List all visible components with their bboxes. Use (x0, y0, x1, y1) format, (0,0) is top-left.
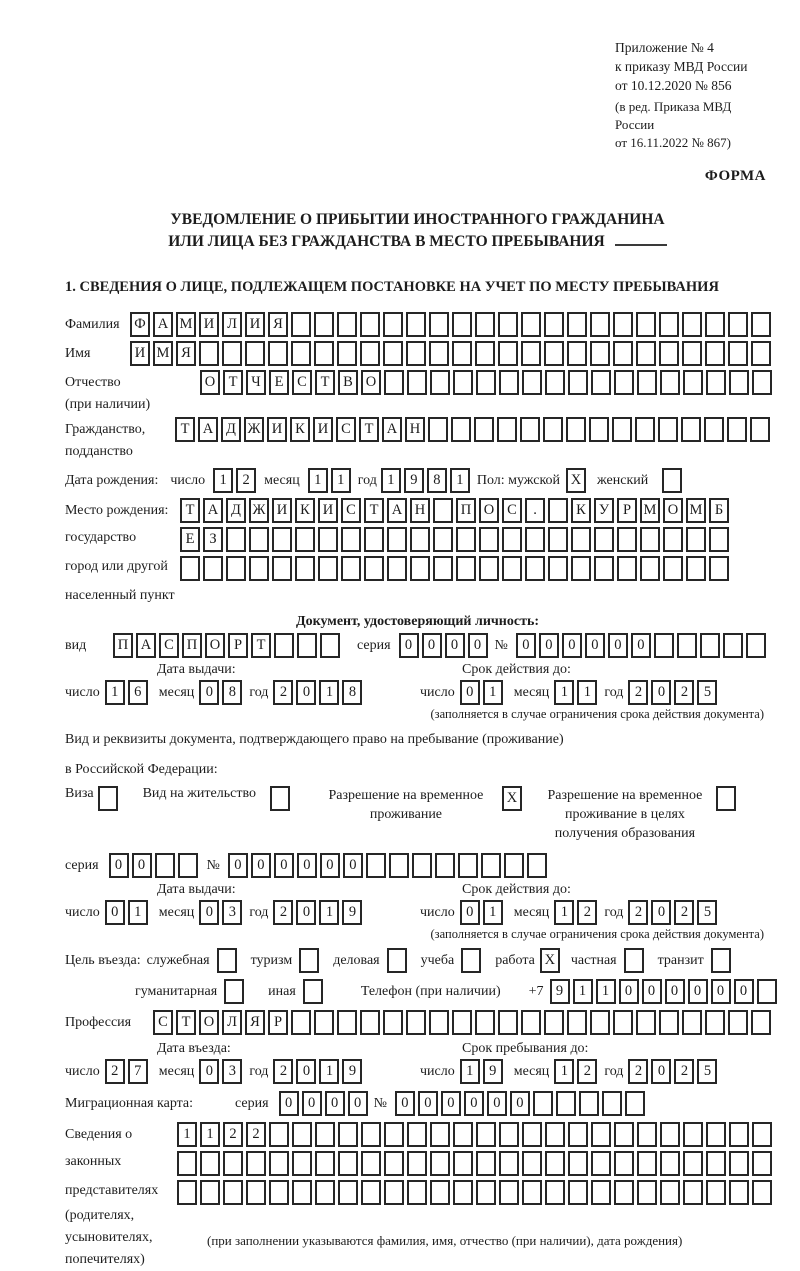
phone-prefix: +7 (528, 983, 544, 999)
forma-label: ФОРМА (704, 168, 766, 184)
permit-issue-heading: Дата выдачи: (157, 882, 236, 897)
purpose-option: гуманитарная (135, 979, 247, 1004)
month-label: месяц (158, 684, 195, 700)
day-label: число (65, 684, 100, 700)
day-label: число (65, 904, 100, 920)
year-label: год (249, 1063, 269, 1079)
month-label: месяц (158, 1063, 195, 1079)
firstname-cells[interactable]: И М Я (130, 341, 774, 366)
day-label: число (65, 1063, 100, 1079)
patronymic-label: Отчество (при наличии) (65, 375, 151, 412)
edu-permit-checkbox[interactable] (716, 786, 736, 811)
permit-number-label: № (206, 857, 220, 873)
birth-place-row3-cells[interactable] (180, 556, 732, 581)
title-blank-line (615, 233, 667, 246)
representatives-row3-cells[interactable] (177, 1180, 775, 1205)
purpose-option: транзит (658, 948, 734, 973)
profession-cells[interactable]: С Т О Л Я Р (153, 1010, 774, 1035)
identity-expiry-month-cells[interactable]: 1 1 (554, 680, 600, 705)
month-label: месяц (158, 904, 195, 920)
sex-male-label: Пол: мужской (476, 472, 561, 488)
representatives-row2-cells[interactable] (177, 1151, 775, 1176)
purpose-option: частная (571, 948, 647, 973)
purpose-gumanitarnaya-checkbox[interactable] (224, 979, 244, 1004)
birth-place-row2-cells[interactable]: Е З (180, 527, 732, 552)
purpose-turizm-checkbox[interactable] (299, 948, 319, 973)
entry-date-heading: Дата въезда: (157, 1041, 231, 1056)
stay-day-cells[interactable]: 1 9 (460, 1059, 506, 1084)
day-label: число (420, 904, 455, 920)
migration-card-label: Миграционная карта: (65, 1095, 194, 1111)
temp-permit-option (317, 786, 525, 824)
purpose-option: учеба (421, 948, 485, 973)
sex-female-label: женский (597, 472, 649, 488)
patronymic-cells[interactable]: О Т Ч Е С Т В О (200, 370, 775, 395)
firstname-label: Имя (65, 345, 91, 361)
identity-expiry-year-cells[interactable]: 2 0 2 5 (628, 680, 720, 705)
representatives-label: Сведения о законных представителях (родителях, усыновителях, попечителях) (65, 1127, 159, 1267)
citizenship-cells[interactable]: Т А Д Ж И К И С Т А Н (175, 417, 773, 442)
stay-month-cells[interactable]: 1 2 (554, 1059, 600, 1084)
appendix-block (615, 38, 770, 152)
purpose-inaya-checkbox[interactable] (303, 979, 323, 1004)
residence-permit-checkbox[interactable] (270, 786, 290, 811)
entry-year-cells[interactable]: 2 0 1 9 (273, 1059, 365, 1084)
identity-issue-year-cells[interactable]: 2 0 1 8 (273, 680, 365, 705)
purpose-tranzit-checkbox[interactable] (711, 948, 731, 973)
birth-year-label: год (357, 472, 377, 488)
migration-series-cells[interactable]: 0 0 0 0 (279, 1091, 371, 1116)
migration-number-label: № (373, 1095, 387, 1111)
entry-day-cells[interactable]: 2 7 (105, 1059, 151, 1084)
migration-series-label: серия (235, 1095, 269, 1111)
permit-expiry-day-cells[interactable]: 0 1 (460, 900, 506, 925)
year-label: год (604, 684, 624, 700)
sex-female-checkbox[interactable] (662, 468, 682, 493)
purpose-option: туризм (251, 948, 323, 973)
phone-cells[interactable]: 9 1 1 0 0 0 0 0 0 (550, 979, 780, 1004)
purpose-option: работа X (495, 948, 563, 973)
temp-permit-checkbox[interactable]: X (502, 786, 522, 811)
permit-issue-month-cells[interactable]: 0 3 (199, 900, 245, 925)
phone-label: Телефон (при наличии) (360, 983, 501, 999)
year-label: год (249, 684, 269, 700)
month-label: месяц (513, 684, 550, 700)
edu-permit-label: Разрешение на временное проживание в целях получения образования (547, 788, 703, 841)
sex-male-checkbox[interactable]: X (566, 468, 586, 493)
year-label: год (249, 904, 269, 920)
purpose-chastnaya-checkbox[interactable] (624, 948, 644, 973)
purpose-option: служебная (147, 948, 240, 973)
profession-label: Профессия (65, 1014, 132, 1030)
identity-number-cells[interactable]: 0 0 0 0 0 0 (516, 633, 769, 658)
identity-number-label: № (494, 637, 508, 653)
representatives-row1-cells[interactable]: 1 1 2 2 (177, 1122, 775, 1147)
purpose-ucheba-checkbox[interactable] (461, 948, 481, 973)
visa-label: Виза (65, 786, 94, 801)
year-label: год (604, 1063, 624, 1079)
page-title (65, 209, 770, 253)
edu-permit-option (541, 786, 739, 843)
stay-year-cells[interactable]: 2 0 2 5 (628, 1059, 720, 1084)
birth-month-label: месяц (264, 472, 300, 488)
appendix-line: от 10.12.2020 № 856 (615, 78, 732, 93)
purpose-option: деловая (333, 948, 409, 973)
surname-cells[interactable]: Ф А М И Л И Я (130, 312, 774, 337)
citizenship-label: Гражданство, подданство (65, 422, 146, 459)
identity-issue-day-cells[interactable]: 1 6 (105, 680, 151, 705)
permit-issue-year-cells[interactable]: 2 0 1 9 (273, 900, 365, 925)
birth-date-label: Дата рождения: (65, 472, 159, 488)
appendix-sub-line: от 16.11.2022 № 867) (615, 135, 732, 150)
purpose-rabota-checkbox[interactable]: X (540, 948, 560, 973)
permit-expiry-month-cells[interactable]: 1 2 (554, 900, 600, 925)
identity-series-cells[interactable]: 0 0 0 0 (399, 633, 491, 658)
month-label: месяц (513, 904, 550, 920)
identity-issue-month-cells[interactable]: 0 8 (199, 680, 245, 705)
identity-expiry-note: (заполняется в случае ограничения срока действия документа) (430, 707, 764, 721)
visa-checkbox[interactable] (98, 786, 118, 811)
representatives-note: (при заполнении указываются фамилия, имя, отчество (при наличии), дата рождения) (207, 1233, 683, 1248)
section1-heading: 1. СВЕДЕНИЯ О ЛИЦЕ, ПОДЛЕЖАЩЕМ ПОСТАНОВКЕ НА УЧЕТ ПО МЕСТУ ПРЕБЫВАНИЯ (65, 279, 719, 295)
permit-expiry-note: (заполняется в случае ограничения срока действия документа) (430, 927, 764, 941)
permit-issue-day-cells[interactable]: 0 1 (105, 900, 151, 925)
residence-doc-intro-2: в Российской Федерации: (65, 762, 218, 777)
identity-doc-heading: Документ, удостоверяющий личность: (295, 614, 540, 629)
residence-doc-intro-1: Вид и реквизиты документа, подтверждающего право на пребывание (проживание) (65, 732, 564, 747)
appendix-line: Приложение № 4 (615, 40, 714, 55)
month-label: месяц (513, 1063, 550, 1079)
identity-expiry-heading: Срок действия до: (462, 662, 571, 677)
temp-permit-label: Разрешение на временное проживание (328, 788, 484, 822)
residence-permit-label: Вид на жительство (142, 786, 256, 801)
appendix-line: к приказу МВД России (615, 59, 748, 74)
surname-label: Фамилия (65, 316, 120, 332)
title-line-1: УВЕДОМЛЕНИЕ О ПРИБЫТИИ ИНОСТРАННОГО ГРАЖДАНИНА (170, 211, 665, 228)
birth-place-row1-cells[interactable]: Т А Д Ж И К И С Т А Н П О С . К У Р М О М Б (180, 498, 732, 523)
birth-day-label: число (170, 472, 206, 488)
purpose-option: иная (268, 979, 326, 1004)
visa-option (65, 786, 121, 811)
visit-purpose-label: Цель въезда: (65, 952, 141, 968)
birth-year-cells[interactable]: 1 9 8 1 (381, 468, 473, 493)
appendix-sub-line: (в ред. Приказа МВД России (615, 99, 732, 132)
identity-kind-cells[interactable]: П А С П О Р Т (113, 633, 343, 658)
year-label: год (604, 904, 624, 920)
identity-expiry-day-cells[interactable]: 0 1 (460, 680, 506, 705)
identity-kind-label: вид (65, 637, 87, 653)
identity-series-label: серия (357, 637, 391, 653)
purpose-delovaya-checkbox[interactable] (387, 948, 407, 973)
permit-number-cells[interactable]: 0 0 0 0 0 0 (228, 853, 550, 878)
migration-number-cells[interactable]: 0 0 0 0 0 0 (395, 1091, 648, 1116)
title-line-2: ИЛИ ЛИЦА БЕЗ ГРАЖДАНСТВА В МЕСТО ПРЕБЫВАНИЯ (168, 233, 605, 250)
purpose-sluzhebnaya-checkbox[interactable] (217, 948, 237, 973)
permit-expiry-heading: Срок действия до: (462, 882, 571, 897)
stay-until-heading: Срок пребывания до: (462, 1041, 589, 1056)
residence-permit-option (143, 786, 293, 811)
permit-series-label: серия (65, 857, 99, 873)
entry-month-cells[interactable]: 0 3 (199, 1059, 245, 1084)
permit-series-cells[interactable]: 0 0 (109, 853, 201, 878)
birth-day-cells[interactable]: 1 2 (213, 468, 259, 493)
permit-expiry-year-cells[interactable]: 2 0 2 5 (628, 900, 720, 925)
day-label: число (420, 1063, 455, 1079)
birth-place-label: Место рождения: государство город или другой населенный пункт (65, 503, 175, 603)
birth-month-cells[interactable]: 1 1 (308, 468, 354, 493)
identity-issue-heading: Дата выдачи: (157, 662, 236, 677)
day-label: число (420, 684, 455, 700)
